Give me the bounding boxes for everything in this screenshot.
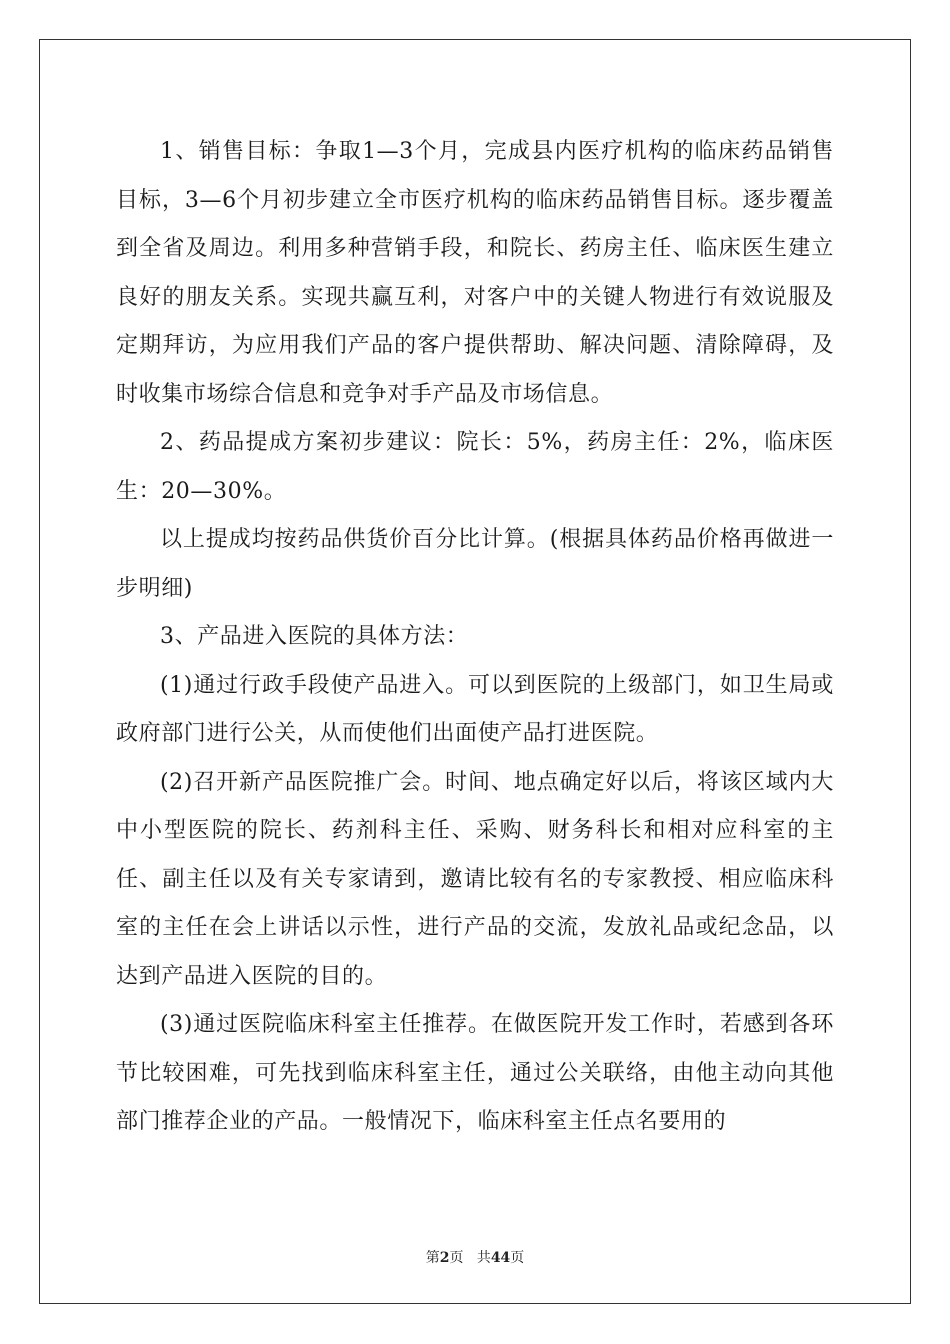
paragraph-method-3: (3)通过医院临床科室主任推荐。在做医院开发工作时，若感到各环节比较困难，可先找到临床科室主任，通过公关联络，由他主动向其他部门推荐企业的产品。一般情况下，临床科室主任点名要用的 bbox=[116, 1012, 834, 1134]
footer-page-number: 2 bbox=[439, 1250, 450, 1266]
footer-total-suffix: 页 bbox=[510, 1250, 525, 1266]
footer-page-suffix: 页 bbox=[449, 1250, 464, 1266]
document-body bbox=[116, 128, 834, 1147]
paragraph-methods-heading: 3、产品进入医院的具体方法： bbox=[160, 624, 469, 649]
paragraph-method-2: (2)召开新产品医院推广会。时间、地点确定好以后，将该区域内大中小型医院的院长、药剂科主任、采购、财务科长和相对应科室的主任、副主任以及有关专家请到，邀请比较有名的专家教授、相应临床科室的主任在会上讲话以示性，进行产品的交流，发放礼品或纪念品，以达到产品进入医院的目的。 bbox=[116, 769, 834, 989]
footer-total-prefix: 共 bbox=[476, 1250, 491, 1266]
paragraph-commission-basis: 以上提成均按药品供货价百分比计算。(根据具体药品价格再做进一步明细) bbox=[116, 527, 834, 601]
paragraph-method-1: (1)通过行政手段使产品进入。可以到医院的上级部门，如卫生局或政府部门进行公关，从而使他们出面使产品打进医院。 bbox=[116, 672, 834, 746]
paragraph-commission-proposal: 2、药品提成方案初步建议：院长：5%，药房主任：2%，临床医生：20—30%。 bbox=[116, 430, 834, 504]
paragraph-sales-target: 1、销售目标：争取1—3个月，完成县内医疗机构的临床药品销售目标，3—6个月初步建立全市医疗机构的临床药品销售目标。逐步覆盖到全省及周边。利用多种营销手段，和院长、药房主任、临床医生建立良好的朋友关系。实现共赢互利，对客户中的关键人物进行有效说服及定期拜访，为应用我们产品的客户提供帮助、解决问题、清除障碍，及时收集市场综合信息和竞争对手产品及市场信息。 bbox=[116, 139, 834, 407]
footer-total-pages: 44 bbox=[490, 1250, 511, 1266]
page-footer bbox=[0, 1247, 950, 1267]
footer-page-prefix: 第 bbox=[425, 1250, 440, 1266]
